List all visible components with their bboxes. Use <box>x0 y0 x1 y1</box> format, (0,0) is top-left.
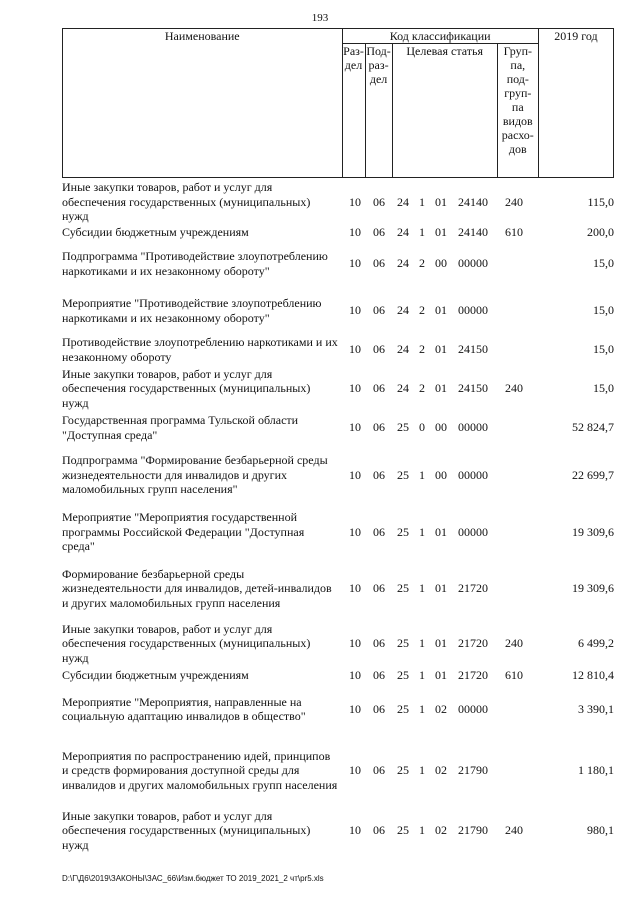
row-target-event: 00 <box>435 467 447 482</box>
row-target-direction: 24140 <box>458 224 488 239</box>
row-razdel: 10 <box>349 381 361 396</box>
table-row <box>62 180 614 224</box>
row-target-direction: 24150 <box>458 381 488 396</box>
row-target-direction: 21790 <box>458 823 488 838</box>
table-row <box>62 224 614 240</box>
row-target-direction: 00000 <box>458 420 488 435</box>
row-amount: 19 309,6 <box>572 581 614 596</box>
row-razdel: 10 <box>349 581 361 596</box>
row-target-subprogram: 0 <box>419 420 425 435</box>
row-name: Подпрограмма "Противодействие злоупотреблению наркотиками и их незаконному обороту" <box>62 249 328 278</box>
table-row <box>62 684 614 734</box>
row-target-program: 25 <box>397 668 409 683</box>
row-target-program: 25 <box>397 701 409 716</box>
row-podrazdel: 06 <box>373 303 385 318</box>
page-number: 193 <box>311 12 329 24</box>
row-razdel: 10 <box>349 224 361 239</box>
row-podrazdel: 06 <box>373 256 385 271</box>
row-target-event: 02 <box>435 763 447 778</box>
row-target-subprogram: 2 <box>419 256 425 271</box>
row-expense-type: 240 <box>505 381 523 396</box>
header-vr: Груп- па, под- груп- па видов расхо- дов <box>497 44 538 178</box>
row-target-event: 01 <box>435 224 447 239</box>
row-expense-type: 240 <box>505 823 523 838</box>
row-target-subprogram: 1 <box>419 701 425 716</box>
row-razdel: 10 <box>349 420 361 435</box>
row-podrazdel: 06 <box>373 636 385 651</box>
row-target-program: 24 <box>397 194 409 209</box>
row-amount: 22 699,7 <box>572 467 614 482</box>
row-razdel: 10 <box>349 823 361 838</box>
row-name: Иные закупки товаров, работ и услуг для обеспечения государственных (муниципальных) нужд <box>62 180 311 224</box>
row-target-direction: 00000 <box>458 467 488 482</box>
header-target: Целевая статья <box>392 44 497 178</box>
row-razdel: 10 <box>349 467 361 482</box>
row-podrazdel: 06 <box>373 823 385 838</box>
row-podrazdel: 06 <box>373 342 385 357</box>
table-row <box>62 443 614 507</box>
row-amount: 12 810,4 <box>572 668 614 683</box>
row-target-program: 25 <box>397 467 409 482</box>
row-amount: 1 180,1 <box>578 763 614 778</box>
row-target-subprogram: 1 <box>419 636 425 651</box>
row-name: Противодействие злоупотреблению наркотиками и их незаконному обороту <box>62 335 338 364</box>
row-amount: 15,0 <box>593 303 614 318</box>
row-target-subprogram: 2 <box>419 381 425 396</box>
row-razdel: 10 <box>349 194 361 209</box>
row-podrazdel: 06 <box>373 194 385 209</box>
row-podrazdel: 06 <box>373 668 385 683</box>
row-name: Мероприятия по распространению идей, принципов и средств формирования доступной среды для инвалидов и других маломобильных групп населения <box>62 748 338 792</box>
row-target-subprogram: 1 <box>419 194 425 209</box>
row-target-program: 25 <box>397 581 409 596</box>
row-target-direction: 21720 <box>458 668 488 683</box>
row-podrazdel: 06 <box>373 524 385 539</box>
row-razdel: 10 <box>349 342 361 357</box>
row-razdel: 10 <box>349 524 361 539</box>
row-target-event: 01 <box>435 342 447 357</box>
row-target-event: 02 <box>435 701 447 716</box>
row-podrazdel: 06 <box>373 701 385 716</box>
row-target-program: 24 <box>397 256 409 271</box>
row-target-program: 24 <box>397 303 409 318</box>
row-target-direction: 21720 <box>458 581 488 596</box>
row-target-subprogram: 1 <box>419 467 425 482</box>
row-target-event: 02 <box>435 823 447 838</box>
row-razdel: 10 <box>349 668 361 683</box>
row-target-event: 01 <box>435 381 447 396</box>
header-razdel: Раз- дел <box>342 44 365 178</box>
table-row <box>62 620 614 667</box>
row-amount: 115,0 <box>587 194 614 209</box>
header-code: Код классификации <box>342 29 538 44</box>
table-row <box>62 734 614 807</box>
row-amount: 980,1 <box>587 823 614 838</box>
table-body <box>62 180 614 854</box>
row-name: Государственная программа Тульской области "Доступная среда" <box>62 413 299 442</box>
row-target-subprogram: 1 <box>419 763 425 778</box>
row-expense-type: 610 <box>505 224 523 239</box>
row-target-subprogram: 1 <box>419 668 425 683</box>
row-name: Субсидии бюджетным учреждениям <box>62 224 249 239</box>
row-expense-type: 240 <box>505 636 523 651</box>
row-target-event: 01 <box>435 524 447 539</box>
file-path: D:\Г\Д6\2019\ЗАКОНЫ\ЗАС_66\Изм.бюджет ТО 2019_2021_2 чт\pr5.xls <box>62 874 324 883</box>
row-target-subprogram: 1 <box>419 823 425 838</box>
row-target-program: 25 <box>397 823 409 838</box>
table-row <box>62 240 614 287</box>
table-row <box>62 365 614 412</box>
row-name: Иные закупки товаров, работ и услуг для обеспечения государственных (муниципальных) нужд <box>62 621 311 665</box>
row-target-event: 00 <box>435 256 447 271</box>
row-target-event: 01 <box>435 303 447 318</box>
table-row <box>62 334 614 365</box>
table-header <box>62 28 614 178</box>
row-target-subprogram: 2 <box>419 342 425 357</box>
row-amount: 52 824,7 <box>572 420 614 435</box>
row-target-event: 01 <box>435 194 447 209</box>
table-row <box>62 287 614 334</box>
row-name: Мероприятие "Мероприятия государственной программы Российской Федерации "Доступная среда" <box>62 510 305 554</box>
row-target-program: 25 <box>397 636 409 651</box>
row-podrazdel: 06 <box>373 420 385 435</box>
row-name: Мероприятие "Противодействие злоупотреблению наркотиками и их незаконному обороту" <box>62 296 322 325</box>
row-target-direction: 24150 <box>458 342 488 357</box>
row-razdel: 10 <box>349 303 361 318</box>
row-amount: 15,0 <box>593 342 614 357</box>
table-row <box>62 807 614 854</box>
row-target-direction: 00000 <box>458 701 488 716</box>
row-target-program: 24 <box>397 342 409 357</box>
row-name: Субсидии бюджетным учреждениям <box>62 668 249 683</box>
row-podrazdel: 06 <box>373 467 385 482</box>
row-target-program: 25 <box>397 524 409 539</box>
header-name: Наименование <box>63 29 343 178</box>
row-target-direction: 00000 <box>458 256 488 271</box>
row-podrazdel: 06 <box>373 224 385 239</box>
row-amount: 200,0 <box>587 224 614 239</box>
row-target-event: 01 <box>435 581 447 596</box>
row-razdel: 10 <box>349 763 361 778</box>
row-expense-type: 610 <box>505 668 523 683</box>
table-row <box>62 557 614 620</box>
row-amount: 15,0 <box>593 381 614 396</box>
row-name: Подпрограмма "Формирование безбарьерной среды жизнедеятельности для инвалидов и других маломобильных групп населения" <box>62 453 328 497</box>
row-podrazdel: 06 <box>373 581 385 596</box>
row-target-event: 01 <box>435 668 447 683</box>
row-target-direction: 21790 <box>458 763 488 778</box>
row-razdel: 10 <box>349 636 361 651</box>
header-year: 2019 год <box>538 29 613 178</box>
row-name: Иные закупки товаров, работ и услуг для обеспечения государственных (муниципальных) нужд <box>62 808 311 852</box>
row-target-subprogram: 2 <box>419 303 425 318</box>
row-target-direction: 21720 <box>458 636 488 651</box>
row-target-event: 01 <box>435 636 447 651</box>
row-target-program: 24 <box>397 224 409 239</box>
row-target-subprogram: 1 <box>419 581 425 596</box>
row-target-event: 00 <box>435 420 447 435</box>
row-target-direction: 24140 <box>458 194 488 209</box>
row-razdel: 10 <box>349 701 361 716</box>
header-podrazdel: Под- раз- дел <box>365 44 392 178</box>
row-amount: 6 499,2 <box>578 636 614 651</box>
row-target-program: 25 <box>397 420 409 435</box>
row-target-direction: 00000 <box>458 303 488 318</box>
row-podrazdel: 06 <box>373 763 385 778</box>
row-target-subprogram: 1 <box>419 224 425 239</box>
row-podrazdel: 06 <box>373 381 385 396</box>
row-name: Формирование безбарьерной среды жизнедеятельности для инвалидов, детей-инвалидов и других маломобильных групп населения <box>62 566 332 610</box>
row-name: Мероприятие "Мероприятия, направленные на социальную адаптацию инвалидов в общество" <box>62 694 306 723</box>
row-expense-type: 240 <box>505 194 523 209</box>
table-row <box>62 507 614 557</box>
table-row <box>62 412 614 443</box>
row-amount: 3 390,1 <box>578 701 614 716</box>
table-row <box>62 667 614 684</box>
row-target-direction: 00000 <box>458 524 488 539</box>
row-amount: 15,0 <box>593 256 614 271</box>
row-target-program: 24 <box>397 381 409 396</box>
row-razdel: 10 <box>349 256 361 271</box>
row-amount: 19 309,6 <box>572 524 614 539</box>
row-name: Иные закупки товаров, работ и услуг для обеспечения государственных (муниципальных) нужд <box>62 366 311 410</box>
row-target-subprogram: 1 <box>419 524 425 539</box>
row-target-program: 25 <box>397 763 409 778</box>
